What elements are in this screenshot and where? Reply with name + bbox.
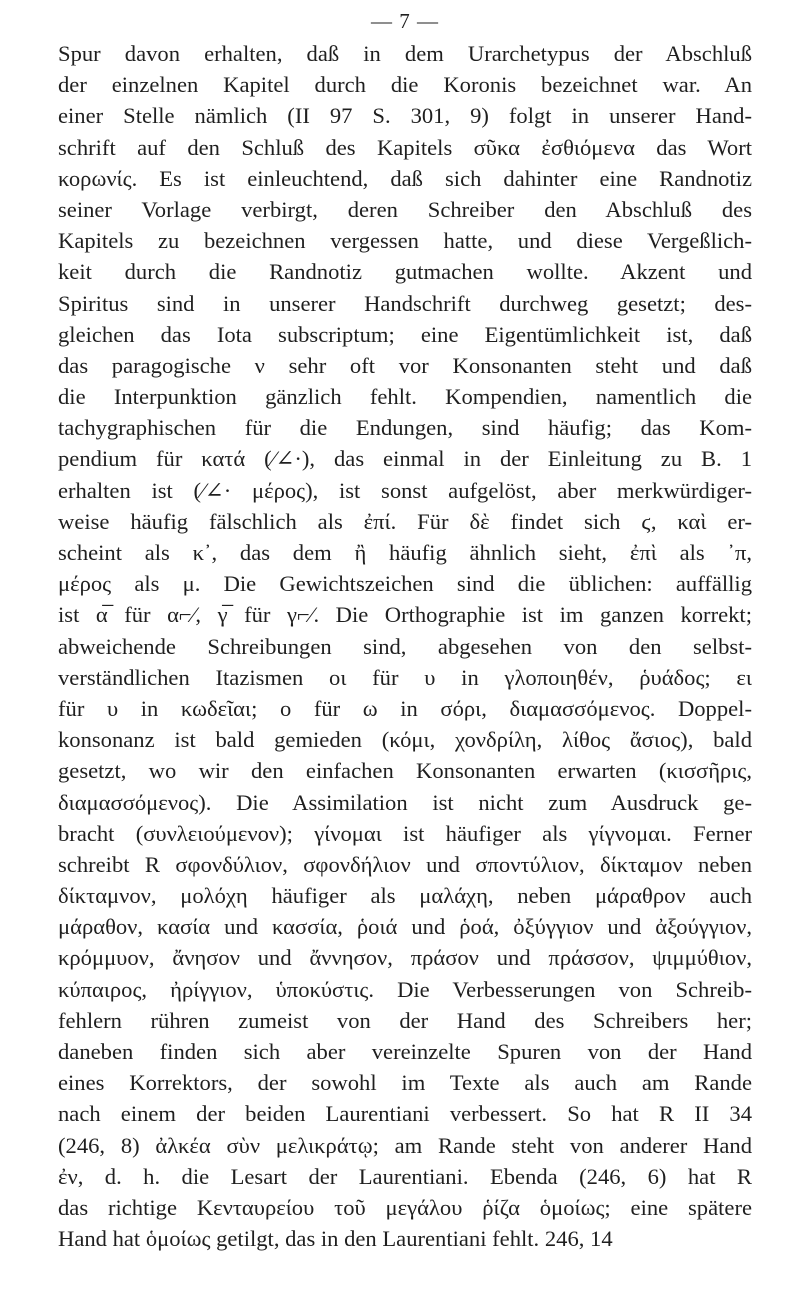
text-line: weise häufig fälschlich als ἐπί. Für δὲ findet sich ϛ, καὶ er- xyxy=(58,508,752,534)
body-text xyxy=(58,38,752,1254)
text-line: die Interpunktion gänzlich fehlt. Kompendien, namentlich die xyxy=(58,384,752,410)
text-line: bracht (συνλειούμενον); γίνομαι ist häufiger als γίγνομαι. Ferner xyxy=(58,820,752,846)
text-line: διαμασσόμενος). Die Assimilation ist nicht zum Ausdruck ge- xyxy=(58,789,752,815)
text-line: verständlichen Itazismen οι für υ in γλοποιηθέν, ῥυάδος; ει xyxy=(58,664,752,690)
text-line: gleichen das Iota subscriptum; eine Eigentümlichkeit ist, daß xyxy=(58,321,752,347)
text-line: ἐν, d. h. die Lesart der Laurentiani. Ebenda (246, 6) hat R xyxy=(58,1163,752,1189)
text-line: tachygraphischen für die Endungen, sind häufig; das Kom- xyxy=(58,415,752,441)
text-line: seiner Vorlage verbirgt, deren Schreiber den Abschluß des xyxy=(58,196,752,222)
text-line: daneben finden sich aber vereinzelte Spuren von der Hand xyxy=(58,1039,752,1064)
text-line: der einzelnen Kapitel durch die Koronis bezeichnet war. An xyxy=(58,72,752,98)
text-line: schrift auf den Schluß des Kapitels σῦκα ἐσθιόμενα das Wort xyxy=(58,134,752,160)
text-line: einer Stelle nämlich (II 97 S. 301, 9) folgt in unserer Hand- xyxy=(58,103,752,129)
text-line: konsonanz ist bald gemieden (κόμι, χονδρίλη, λίθος ἄσιος), bald xyxy=(58,727,752,753)
text-line: gesetzt, wo wir den einfachen Konsonanten erwarten (κισσῆρις, xyxy=(58,758,752,784)
text-line: eines Korrektors, der sowohl im Texte als auch am Rande xyxy=(58,1070,752,1096)
text-line: das richtige Κενταυρείου τοῦ μεγάλου ῥίζα ὁμοίως; eine spätere xyxy=(58,1194,752,1220)
text-line: keit durch die Randnotiz gutmachen wollte. Akzent und xyxy=(58,259,752,285)
text-line: abweichende Schreibungen sind, abgesehen von den selbst- xyxy=(58,633,752,659)
text-line: κύπαιρος, ἠρίγγιον, ὑποκύστις. Die Verbesserungen von Schreib- xyxy=(58,976,752,1002)
text-line: das paragogische ν sehr oft vor Konsonanten steht und daß xyxy=(58,352,752,378)
text-line: μέρος als μ. Die Gewichtszeichen sind die üblichen: auffällig xyxy=(58,571,752,597)
text-line: für υ in κωδεῖαι; ο für ω in σόρι, διαμασσόμενος. Doppel- xyxy=(58,695,752,721)
text-line: scheint als κ᾿, das dem ἢ häufig ähnlich sieht, ἐπὶ als ᾿π, xyxy=(58,540,752,565)
text-line: μάραθον, κασία und κασσία, ῥοιά und ῥοά, ὀξύγγιον und ἀξούγγιον, xyxy=(58,914,752,940)
text-line: fehlern rühren zumeist von der Hand des Schreibers her; xyxy=(58,1007,752,1033)
text-line: Spiritus sind in unserer Handschrift durchweg gesetzt; des- xyxy=(58,290,752,316)
text-line: κρόμμυον, ἄνησον und ἄννησον, πράσον und πράσσον, ψιμμύθιον, xyxy=(58,945,752,971)
text-line: Kapitels zu bezeichnen vergessen hatte, und diese Vergeßlich- xyxy=(58,228,752,254)
text-line: Hand hat ὁμοίως getilgt, das in den Laurentiani fehlt. 246, 14 xyxy=(58,1226,613,1252)
text-line: Spur davon erhalten, daß in dem Urarchetypus der Abschluß xyxy=(58,41,752,66)
text-line: erhalten ist (⁄∠· μέρος), ist sonst aufgelöst, aber merkwürdiger- xyxy=(58,477,752,503)
text-line: (246, 8) ἀλκέα σὺν μελικράτῳ; am Rande steht von anderer Hand xyxy=(58,1132,752,1158)
text-line: nach einem der beiden Laurentiani verbessert. So hat R II 34 xyxy=(58,1101,752,1127)
text-line: pendium für κατά (⁄∠·), das einmal in der Einleitung zu B. 1 xyxy=(58,446,752,472)
text-line: κορωνίς. Es ist einleuchtend, daß sich dahinter eine Randnotiz xyxy=(58,165,752,191)
text-line: schreibt R σφονδύλιον, σφονδήλιον und σποντύλιον, δίκταμον neben xyxy=(58,851,752,877)
text-line: δίκταμνον, μολόχη häufiger als μαλάχη, neben μάραθρον auch xyxy=(58,883,752,909)
text-line: ist α̅ für α⌐⁄, γ̅ für γ⌐⁄. Die Orthographie ist im ganzen korrekt; xyxy=(58,602,752,628)
page-number: — 7 — xyxy=(371,9,439,33)
